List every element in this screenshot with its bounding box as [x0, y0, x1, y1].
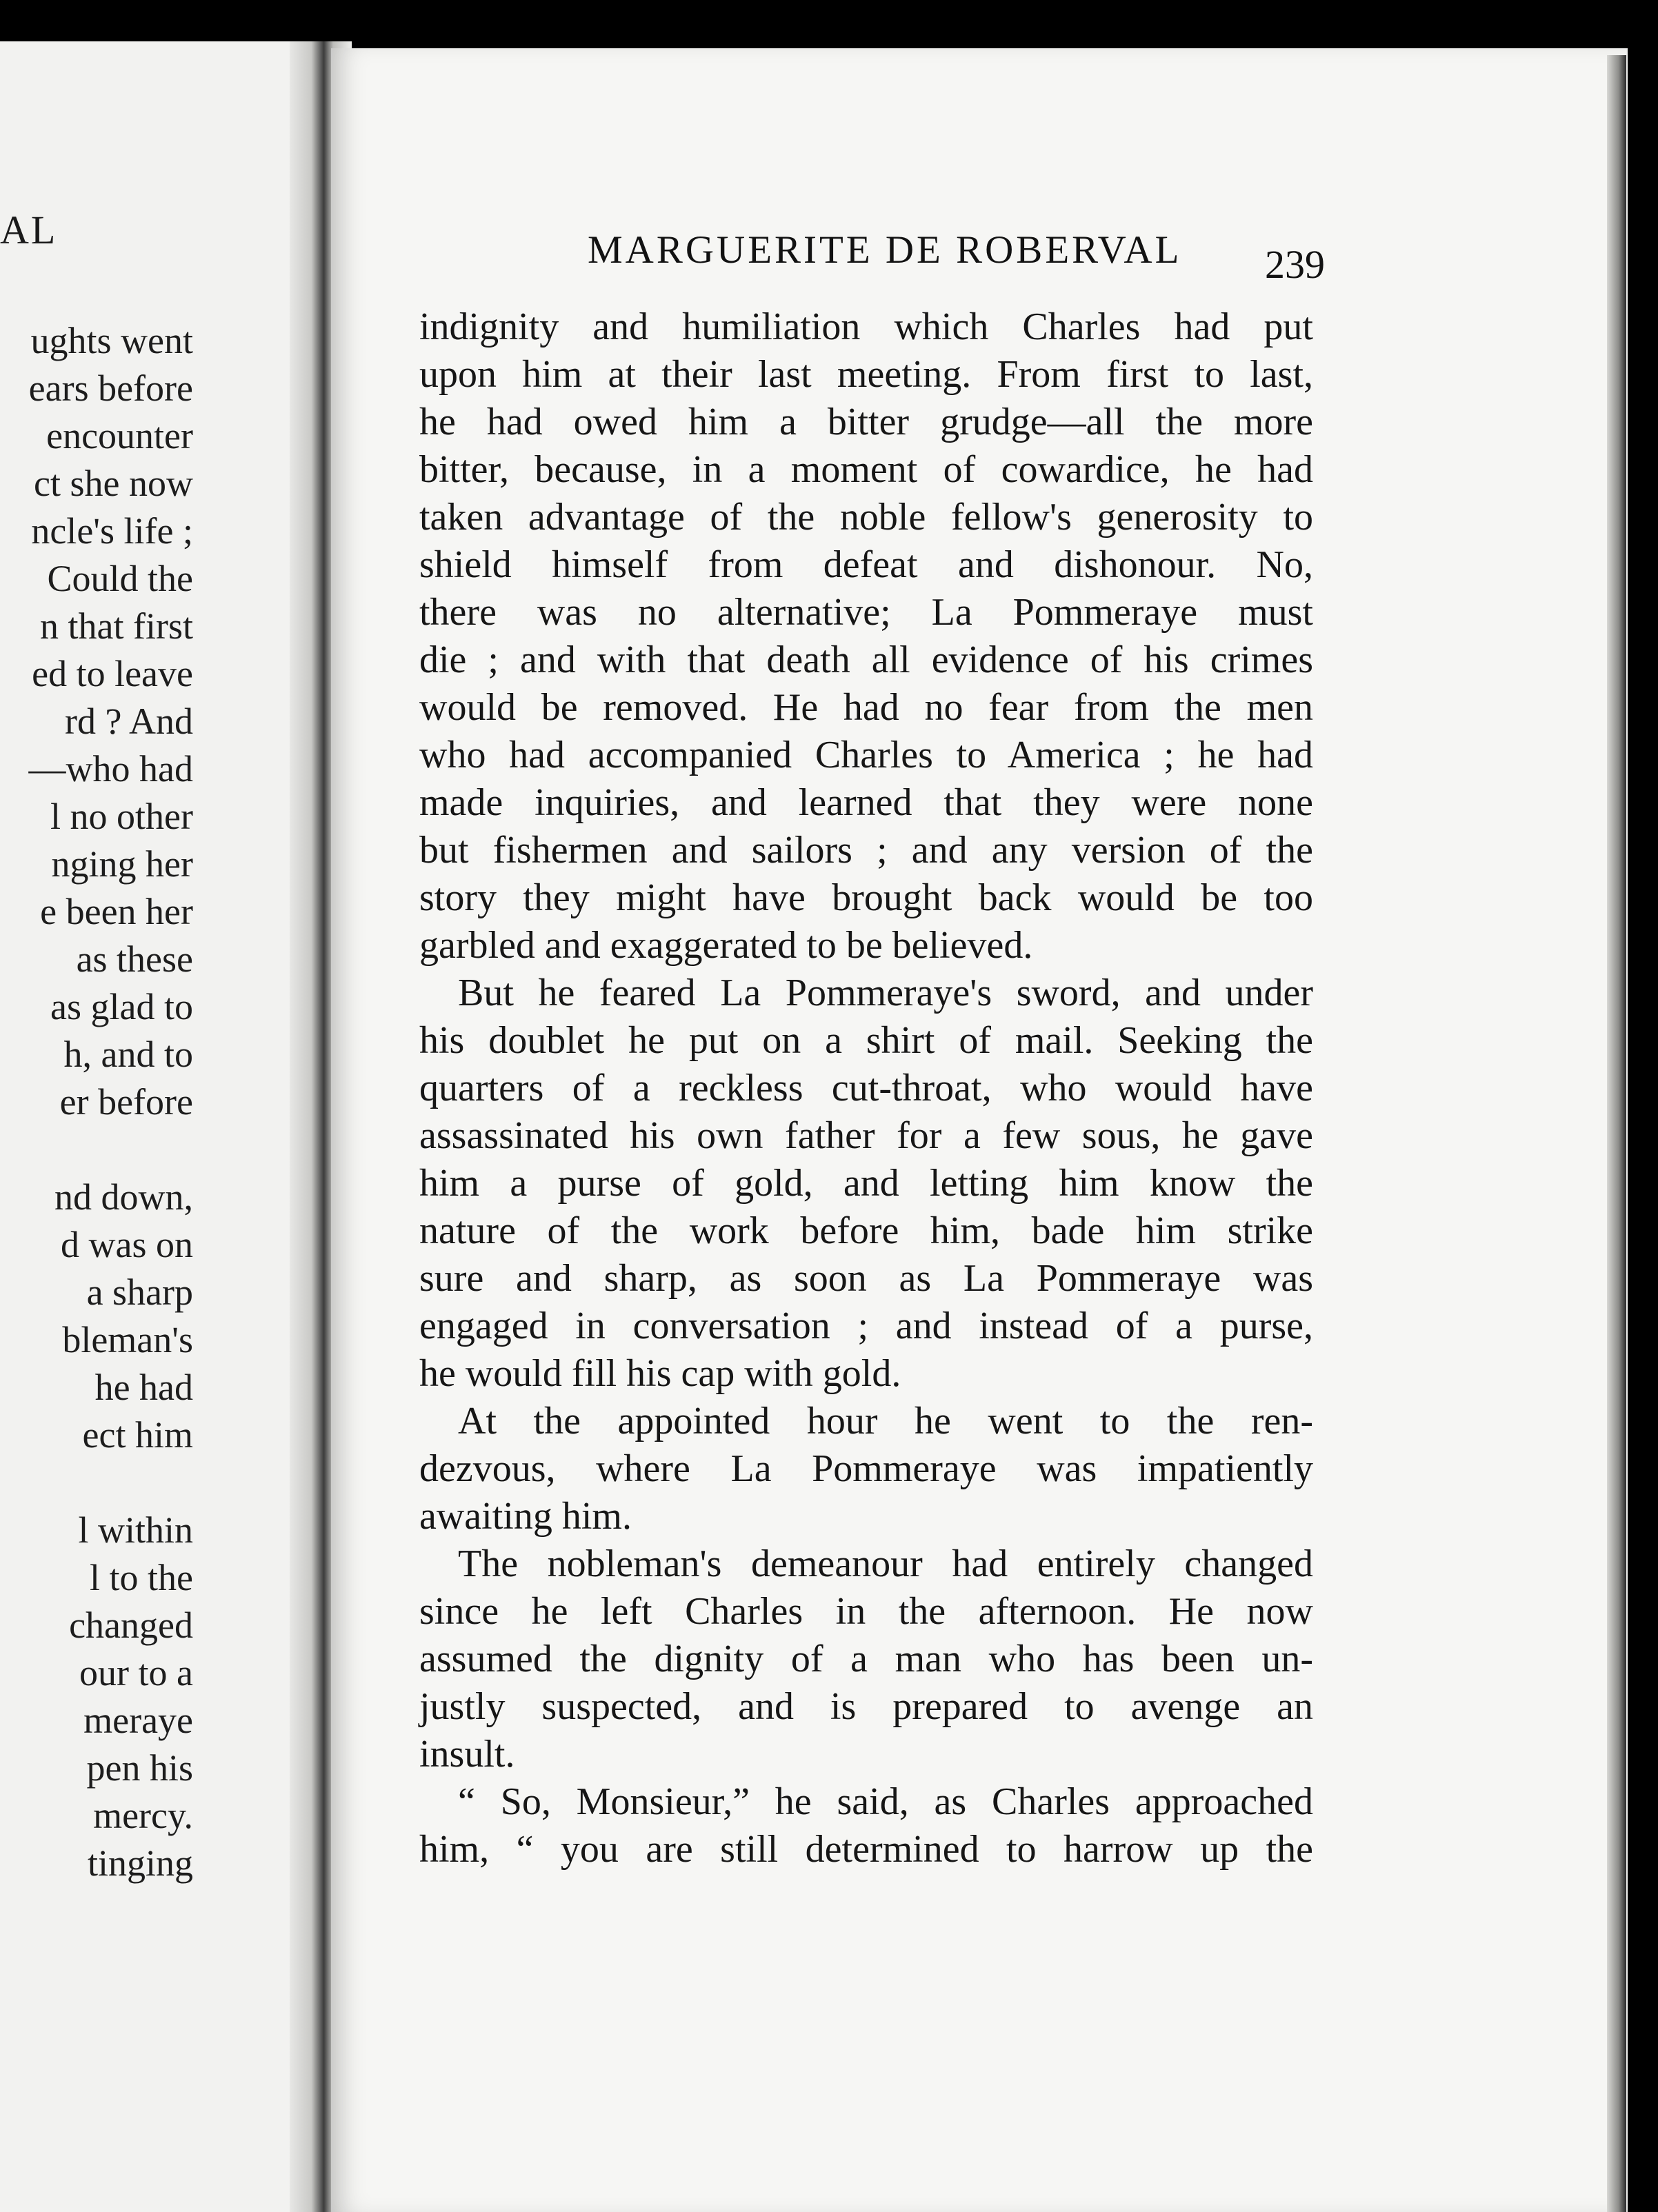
text-line: but fishermen and sailors ; and any version of the [419, 829, 1313, 872]
text-line: bitter, because, in a moment of cowardice, he had [419, 448, 1313, 491]
text-line: who had accompanied Charles to America ; he had [419, 734, 1313, 776]
text-line: shield himself from defeat and dishonour. No, [419, 543, 1313, 586]
left-text-line: as these [76, 938, 193, 980]
left-text-line: bleman's [62, 1319, 193, 1360]
page-number: 239 [1265, 242, 1325, 287]
left-text-line: ncle's life ; [31, 510, 193, 552]
running-head: MARGUERITE DE ROBERVAL [588, 228, 1182, 272]
left-text-line: tinging [87, 1842, 193, 1884]
text-line: upon him at their last meeting. From first to last, [419, 353, 1313, 396]
text-line: indignity and humiliation which Charles had put [419, 305, 1313, 348]
left-text-line: rd ? And [65, 701, 193, 742]
text-line: he had owed him a bitter grudge—all the more [419, 401, 1313, 443]
text-line: story they might have brought back would be too [419, 876, 1313, 919]
left-text-line: er before [59, 1081, 193, 1123]
left-text-line: ears before [28, 368, 193, 409]
left-text-line: as glad to [50, 986, 193, 1027]
text-line: die ; and with that death all evidence of his crimes [419, 639, 1313, 681]
left-text-line: l to the [90, 1557, 193, 1598]
text-line: garbled and exaggerated to be believed. [419, 924, 1033, 967]
text-line: he would fill his cap with gold. [419, 1352, 901, 1395]
left-text-line: pen his [86, 1747, 193, 1789]
text-line: would be removed. He had no fear from the men [419, 686, 1313, 729]
left-text-line: ect him [82, 1414, 193, 1456]
left-text-line: Could the [47, 558, 193, 599]
text-line: assassinated his own father for a few sous, he gave [419, 1114, 1313, 1157]
left-text-line: e been her [40, 891, 193, 932]
text-line: him a purse of gold, and letting him know the [419, 1162, 1313, 1205]
text-line: awaiting him. [419, 1495, 632, 1538]
text-line: quarters of a reckless cut-throat, who would have [419, 1067, 1313, 1109]
left-text-line: ed to leave [32, 653, 193, 694]
text-line: there was no alternative; La Pommeraye must [419, 591, 1313, 634]
text-line: nature of the work before him, bade him strike [419, 1209, 1313, 1252]
text-line: engaged in conversation ; and instead of a purse, [419, 1305, 1313, 1347]
left-text-line: n that first [40, 605, 193, 647]
text-line: assumed the dignity of a man who has been un- [419, 1638, 1313, 1680]
left-text-line: d was on [61, 1224, 193, 1265]
text-line: since he left Charles in the afternoon. He now [419, 1590, 1313, 1633]
text-line: taken advantage of the noble fellow's generosity to [419, 496, 1313, 539]
text-line: At the appointed hour he went to the ren- [458, 1400, 1313, 1442]
text-line: dezvous, where La Pommeraye was impatiently [419, 1447, 1313, 1490]
text-line: But he feared La Pommeraye's sword, and under [458, 972, 1313, 1014]
left-text-line: l no other [50, 796, 193, 837]
left-text-line: ughts went [30, 320, 193, 361]
text-line: justly suspected, and is prepared to avenge an [419, 1685, 1313, 1728]
text-line: The nobleman's demeanour had entirely changed [458, 1542, 1313, 1585]
text-line: insult. [419, 1733, 515, 1776]
page-edge [1607, 55, 1626, 2212]
left-running-head: AL [0, 208, 58, 252]
left-text-line: nging her [51, 843, 193, 885]
text-line: made inquiries, and learned that they were none [419, 781, 1313, 824]
left-text-line: —who had [28, 748, 193, 790]
left-text-line: nd down, [54, 1176, 193, 1218]
text-line: his doublet he put on a shirt of mail. Seeking the [419, 1019, 1313, 1062]
text-line: him, “ you are still determined to harrow up the [419, 1828, 1313, 1871]
left-text-line: changed [69, 1605, 193, 1646]
left-text-line: encounter [46, 415, 193, 456]
left-text-line: mercy. [93, 1795, 193, 1836]
left-text-line: ct she now [34, 463, 193, 504]
text-line: sure and sharp, as soon as La Pommeraye was [419, 1257, 1313, 1300]
left-text-line: meraye [83, 1700, 193, 1741]
left-text-line: our to a [79, 1652, 193, 1693]
left-text-line: h, and to [63, 1034, 193, 1075]
text-line: “ So, Monsieur,” he said, as Charles approached [458, 1780, 1313, 1823]
left-text-line: a sharp [86, 1271, 193, 1313]
left-text-line: l within [78, 1509, 193, 1551]
left-text-line: he had [94, 1367, 193, 1408]
